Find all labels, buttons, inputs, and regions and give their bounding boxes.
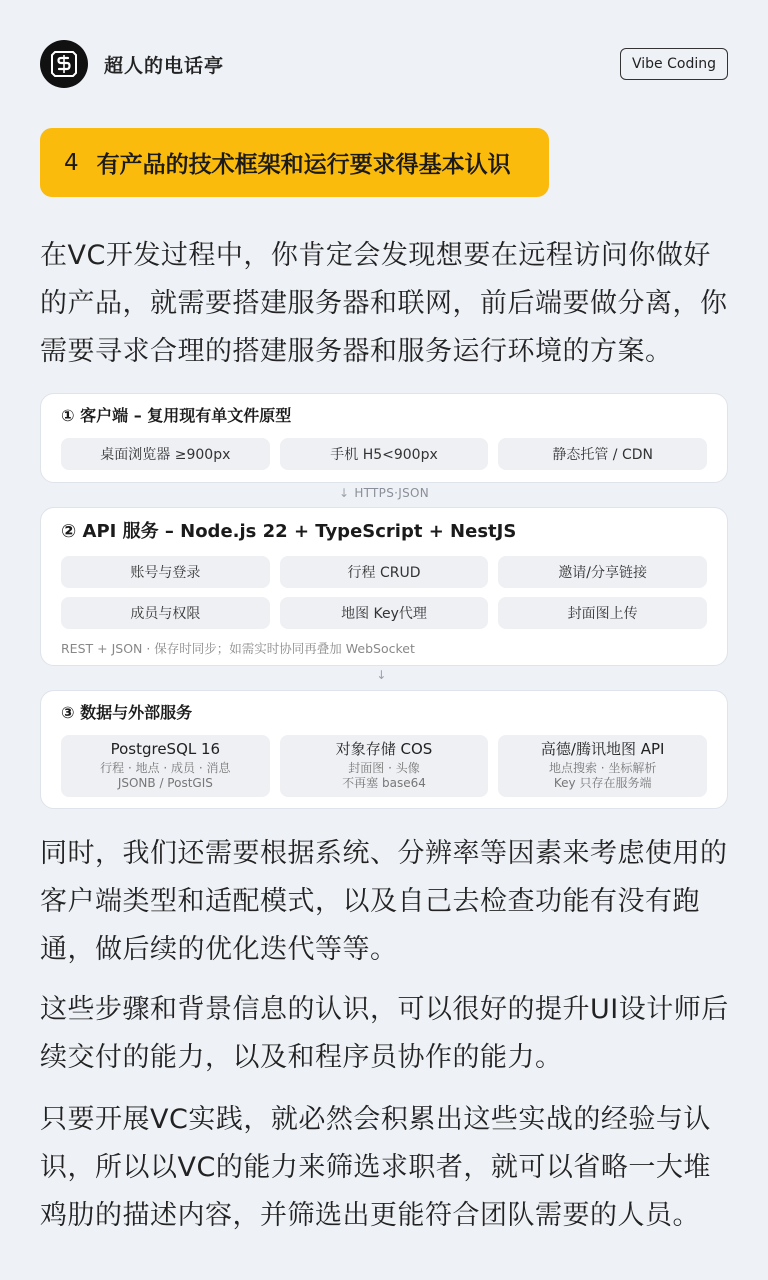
https-json-connector <box>0 486 768 500</box>
client-layer-title: ① 客户端 – 复用现有单文件原型 <box>61 406 292 425</box>
arrow-down-icon: ↓ <box>338 486 350 500</box>
paragraph-client-adaptation: 同时，我们还需要根据系统、分辨率等因素来考虑使用的客户端类型和适配模式，以及自己去检查功能有没有跑通，做后续的优化迭代等等。 <box>40 838 728 965</box>
intro-paragraph: 在VC开发过程中，你肯定会发现想要在远程访问你做好的产品，就需要搭建服务器和联网，前后端要做分离，你需要寻求合理的搭建服务器和服务运行环境的方案。 <box>40 240 728 367</box>
chip-static-hosting: 静态托管 / CDN <box>498 438 707 470</box>
chip-sub-label: Key 只存在服务端 <box>553 775 652 790</box>
api-chips-row2 <box>61 597 707 629</box>
client-layer-card <box>40 393 728 483</box>
connector-label: HTTPS·JSON <box>354 486 430 500</box>
api-chips-row1 <box>61 556 707 588</box>
chip-members-permissions: 成员与权限 <box>61 597 270 629</box>
chip-cover-upload: 封面图上传 <box>498 597 707 629</box>
brand-logo-icon <box>40 40 88 88</box>
section-number: 4 <box>64 149 79 176</box>
arrow-down-icon: ↓ <box>376 668 387 682</box>
api-data-connector <box>0 668 768 682</box>
chip-sub-label: 封面图 · 头像 <box>348 760 420 775</box>
api-note: REST + JSON · 保存时同步；如需实时协同再叠加 WebSocket <box>61 641 415 656</box>
chip-main-label: 高德/腾讯地图 API <box>540 739 665 758</box>
api-layer-title: ② API 服务 – Node.js 22 + TypeScript + NestJS <box>61 521 517 542</box>
chip-desktop-browser: 桌面浏览器 ≥900px <box>61 438 270 470</box>
client-chips <box>61 438 707 470</box>
data-layer-card <box>40 690 728 809</box>
chip-sub-label: 地点搜索 · 坐标解析 <box>548 760 657 775</box>
chip-trip-crud: 行程 CRUD <box>280 556 489 588</box>
api-layer-card <box>40 507 728 666</box>
paragraph-vc-practice: 只要开展VC实践，就必然会积累出这些实战的经验与认识，所以以VC的能力来筛选求职者，就可以省略一大堆鸡肋的描述内容，并筛选出更能符合团队需要的人员。 <box>40 1104 711 1231</box>
chip-map-key-proxy: 地图 Key代理 <box>280 597 489 629</box>
vibe-coding-badge[interactable]: Vibe Coding <box>620 48 728 80</box>
chip-object-storage <box>280 735 489 797</box>
chip-mobile-h5: 手机 H5<900px <box>280 438 489 470</box>
chip-sub-label: JSONB / PostGIS <box>117 775 213 790</box>
data-layer-title: ③ 数据与外部服务 <box>61 703 193 722</box>
chip-account-login: 账号与登录 <box>61 556 270 588</box>
chip-invite-share: 邀请/分享链接 <box>498 556 707 588</box>
chip-sub-label: 行程 · 地点 · 成员 · 消息 <box>100 760 231 775</box>
chip-postgresql <box>61 735 270 797</box>
chip-sub-label: 不再塞 base64 <box>342 775 426 790</box>
chip-main-label: PostgreSQL 16 <box>110 739 221 758</box>
chip-main-label: 对象存储 COS <box>335 739 433 758</box>
paragraph-background-knowledge: 这些步骤和背景信息的认识，可以很好的提升UI设计师后续交付的能力，以及和程序员协作的能力。 <box>40 994 729 1073</box>
data-chips <box>61 735 707 797</box>
section-banner <box>40 128 549 197</box>
brand-name: 超人的电话亭 <box>104 54 225 77</box>
section-title: 有产品的技术框架和运行要求得基本认识 <box>96 152 511 178</box>
header <box>40 40 728 88</box>
chip-map-api <box>498 735 707 797</box>
